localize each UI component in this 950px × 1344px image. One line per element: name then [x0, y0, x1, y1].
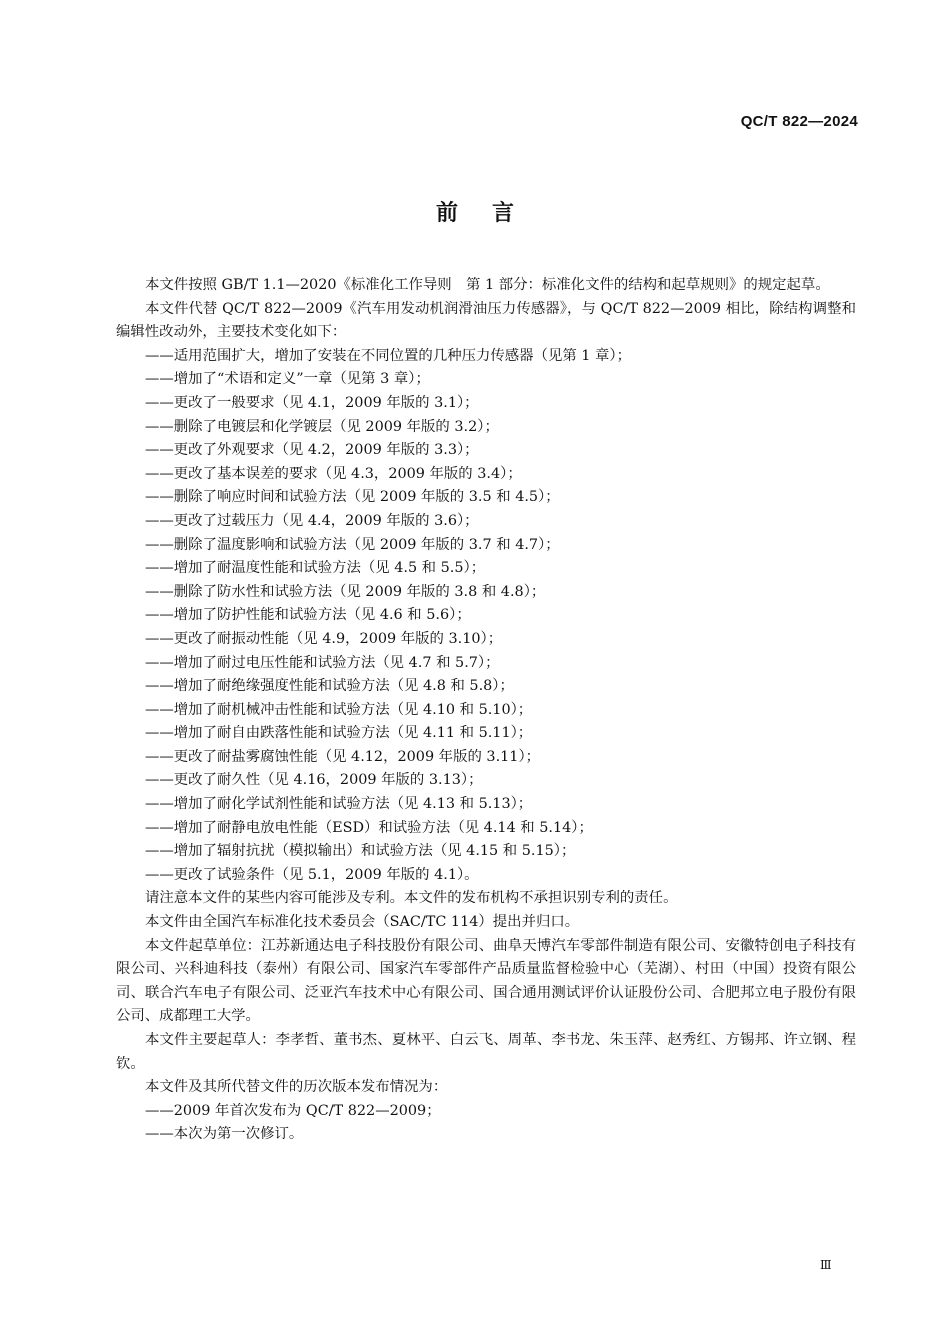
change-item: ——增加了耐绝缘强度性能和试验方法（见 4.8 和 5.8）；: [145, 678, 514, 695]
page-title: 前言: [435, 201, 548, 226]
change-item: ——增加了耐自由跌落性能和试验方法（见 4.11 和 5.11）；: [145, 725, 533, 742]
change-item: ——增加了耐静电放电性能（ESD）和试验方法（见 4.14 和 5.14）；: [145, 819, 593, 836]
document-body: [116, 274, 856, 1147]
history-intro: 本文件及其所代替文件的历次版本发布情况为：: [145, 1079, 448, 1096]
change-item: ——删除了电镀层和化学镀层（见 2009 年版的 3.2）；: [145, 418, 499, 435]
change-item: ——更改了外观要求（见 4.2，2009 年版的 3.3）；: [145, 442, 479, 459]
change-item: ——更改了耐振动性能（见 4.9，2009 年版的 3.10）；: [145, 630, 503, 647]
history-item: ——本次为第一次修订。: [145, 1126, 304, 1143]
change-item: ——适用范围扩大，增加了安装在不同位置的几种压力传感器（见第 1 章）；: [145, 347, 631, 364]
change-item: ——增加了防护性能和试验方法（见 4.6 和 5.6）；: [145, 607, 471, 624]
change-item: ——增加了耐温度性能和试验方法（见 4.5 和 5.5）；: [145, 560, 486, 577]
proposer-paragraph: 本文件由全国汽车标准化技术委员会（SAC/TC 114）提出并归口。: [145, 914, 580, 931]
change-item: ——更改了试验条件（见 5.1，2009 年版的 4.1）。: [145, 866, 479, 883]
change-item: ——删除了响应时间和试验方法（见 2009 年版的 3.5 和 4.5）；: [145, 489, 560, 506]
change-item: ——更改了过载压力（见 4.4，2009 年版的 3.6）；: [145, 512, 479, 529]
standard-code: QC/T 822—2024: [740, 113, 858, 130]
change-item: ——更改了基本误差的要求（见 4.3，2009 年版的 3.4）；: [145, 465, 522, 482]
intro-paragraph-2: 本文件代替 QC/T 822—2009《汽车用发动机润滑油压力传感器》，与 QC/T 822—2009 相比，除结构调整和编辑性改动外，主要技术变化如下：: [116, 300, 856, 341]
change-item: ——增加了“术语和定义”一章（见第 3 章）；: [145, 371, 430, 388]
change-item: ——更改了耐盐雾腐蚀性能（见 4.12，2009 年版的 3.11）；: [145, 748, 541, 765]
change-item: ——删除了防水性和试验方法（见 2009 年版的 3.8 和 4.8）；: [145, 583, 546, 600]
history-item: ——2009 年首次发布为 QC/T 822—2009；: [145, 1102, 441, 1119]
patent-notice: 请注意本文件的某些内容可能涉及专利。本文件的发布机构不承担识别专利的责任。: [145, 890, 678, 907]
change-item: ——删除了温度影响和试验方法（见 2009 年版的 3.7 和 4.7）；: [145, 536, 560, 553]
change-item: ——增加了耐化学试剂性能和试验方法（见 4.13 和 5.13）；: [145, 796, 533, 813]
page-number: Ⅲ: [820, 1258, 832, 1272]
change-item: ——增加了辐射抗扰（模拟输出）和试验方法（见 4.15 和 5.15）；: [145, 843, 576, 860]
change-item: ——更改了一般要求（见 4.1，2009 年版的 3.1）；: [145, 394, 479, 411]
intro-paragraph-1: 本文件按照 GB/T 1.1—2020《标准化工作导则 第 1 部分：标准化文件的结构和起草规则》的规定起草。: [145, 277, 830, 293]
change-item: ——增加了耐机械冲击性能和试验方法（见 4.10 和 5.10）；: [145, 701, 533, 718]
drafters-paragraph: 本文件主要起草人：李孝哲、董书杰、夏林平、白云飞、周革、李书龙、朱玉萍、赵秀红、方锡邦、许立钢、程钦。: [116, 1032, 856, 1072]
change-item: ——增加了耐过电压性能和试验方法（见 4.7 和 5.7）；: [145, 654, 500, 671]
drafting-units-paragraph: 本文件起草单位：江苏新通达电子科技股份有限公司、曲阜天博汽车零部件制造有限公司、安徽特创电子科技有限公司、兴科迪科技（泰州）有限公司、国家汽车零部件产品质量监督检验中心（芜湖）、村田（中国）投资有限公司、联合汽车电子有限公司、泛亚汽车技术中心有限公司、国合通用测试评价认证股份公司、合肥邦立电子股份有限公司、成都理工大学。: [116, 937, 856, 1025]
change-item: ——更改了耐久性（见 4.16，2009 年版的 3.13）；: [145, 772, 483, 789]
